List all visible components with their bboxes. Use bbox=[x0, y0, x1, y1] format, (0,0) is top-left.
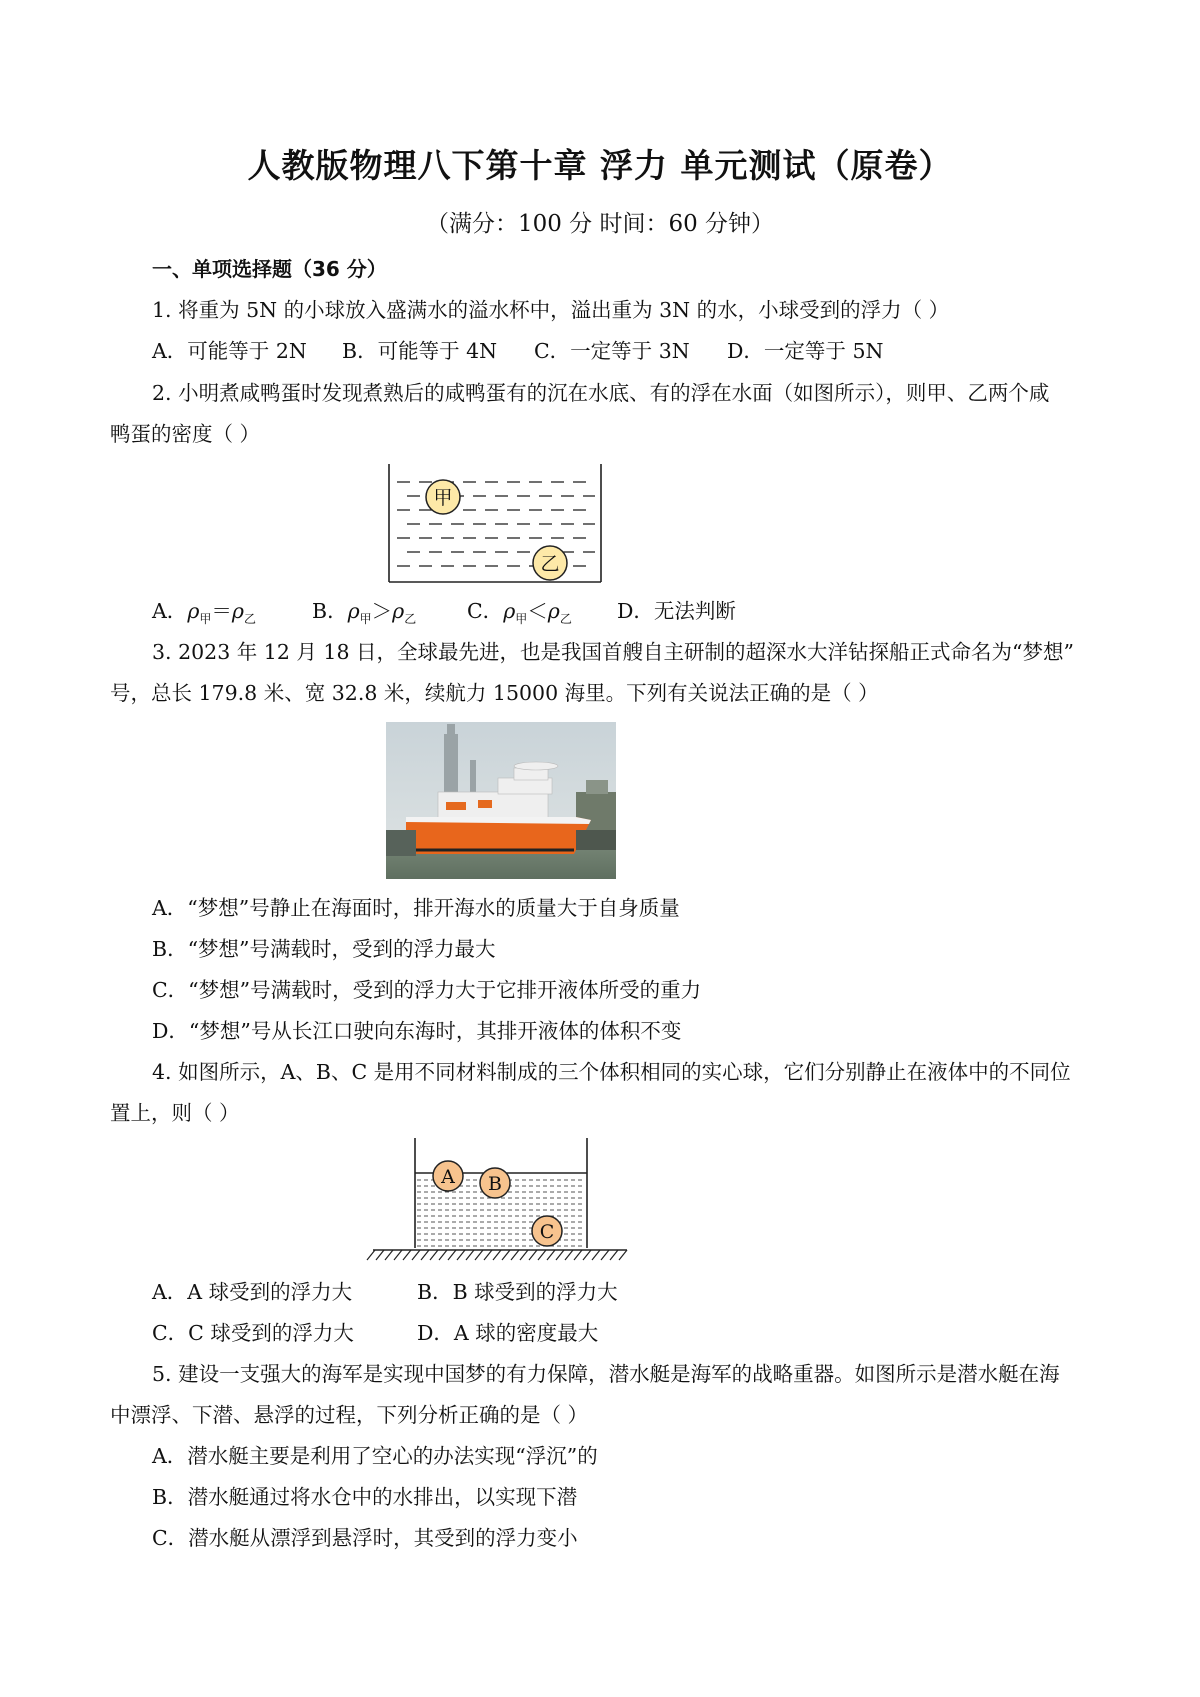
drilling-ship-photo bbox=[386, 722, 616, 879]
q1-stem: 1. 将重为 5N 的小球放入盛满水的溢水杯中，溢出重为 3N 的水，小球受到的浮力（ ） bbox=[152, 298, 950, 322]
page-title: 人教版物理八下第十章 浮力 单元测试（原卷） bbox=[247, 146, 953, 185]
q5-option-b[interactable]: B．潜水艇通过将水仓中的水排出，以实现下潜 bbox=[152, 1485, 578, 1509]
q3-option-a[interactable]: A．“梦想”号静止在海面时，排开海水的质量大于自身质量 bbox=[152, 896, 680, 920]
ball-label-c: C bbox=[539, 1221, 555, 1243]
egg-label-yi: 乙 bbox=[540, 553, 560, 575]
q4-stem-line1: 4. 如图所示，A、B、C 是用不同材料制成的三个体积相同的实心球，它们分别静止在液体中的不同位 bbox=[152, 1060, 1071, 1084]
ball-b bbox=[480, 1168, 510, 1198]
ground-hatch bbox=[376, 1250, 384, 1260]
q2-option-a[interactable]: A．$\rho_甲=\rho_乙$ bbox=[152, 599, 256, 627]
three-balls-figure bbox=[365, 1136, 635, 1264]
section-heading: 一、单项选择题（36 分） bbox=[152, 257, 387, 281]
ball-a bbox=[433, 1161, 463, 1191]
ground-hatch bbox=[538, 1250, 546, 1260]
ground-hatch bbox=[601, 1250, 609, 1260]
ground-hatch bbox=[502, 1250, 510, 1260]
q2-option-b[interactable]: B．$\rho_甲>\rho_乙$ bbox=[312, 599, 417, 627]
q1-option-b[interactable]: B．可能等于 4N bbox=[342, 339, 498, 363]
q3-option-b[interactable]: B．“梦想”号满载时，受到的浮力最大 bbox=[152, 937, 496, 961]
egg-label-jia: 甲 bbox=[433, 487, 453, 509]
ground-hatch bbox=[484, 1250, 492, 1260]
q4-option-d[interactable]: D．A 球的密度最大 bbox=[417, 1321, 599, 1345]
q4-option-a[interactable]: A．A 球受到的浮力大 bbox=[152, 1280, 353, 1304]
ground-hatch bbox=[421, 1250, 429, 1260]
q5-option-c[interactable]: C．潜水艇从漂浮到悬浮时，其受到的浮力变小 bbox=[152, 1526, 578, 1550]
q2-option-d[interactable]: D．无法判断 bbox=[617, 599, 736, 623]
ground-hatch bbox=[520, 1250, 528, 1260]
q4-stem-line2: 置上，则（ ） bbox=[110, 1101, 240, 1125]
q3-stem-line2: 号，总长 179.8 米、宽 32.8 米，续航力 15000 海里。下列有关说法正确的是（ ） bbox=[110, 681, 879, 705]
q4-option-c[interactable]: C．C 球受到的浮力大 bbox=[152, 1321, 354, 1345]
ground-hatch bbox=[556, 1250, 564, 1260]
q3-stem-line1: 3. 2023 年 12 月 18 日，全球最先进，也是我国首艘自主研制的超深水大洋钻探船正式命名为“梦想” bbox=[152, 640, 1074, 664]
q2-stem-line2: 鸭蛋的密度（ ） bbox=[110, 422, 261, 446]
ground-hatch bbox=[592, 1250, 600, 1260]
q2-stem-line1: 2. 小明煮咸鸭蛋时发现煮熟后的咸鸭蛋有的沉在水底、有的浮在水面（如图所示），则甲、乙两个咸 bbox=[152, 381, 1050, 405]
ground-hatch bbox=[493, 1250, 501, 1260]
ground-hatch bbox=[412, 1250, 420, 1260]
ground-hatch bbox=[547, 1250, 555, 1260]
duck-egg-figure bbox=[385, 462, 605, 586]
ground-hatch bbox=[466, 1250, 474, 1260]
ground-hatch bbox=[430, 1250, 438, 1260]
exam-info: （满分：100 分 时间：60 分钟） bbox=[425, 211, 775, 237]
ground-hatch bbox=[367, 1250, 375, 1260]
ground-hatch bbox=[403, 1250, 411, 1260]
q2-option-c[interactable]: C．$\rho_甲<\rho_乙$ bbox=[467, 599, 572, 627]
q4-option-b[interactable]: B．B 球受到的浮力大 bbox=[417, 1280, 618, 1304]
ground-hatch bbox=[475, 1250, 483, 1260]
ball-label-a: A bbox=[441, 1166, 455, 1188]
ground-hatch bbox=[385, 1250, 393, 1260]
ground-hatch bbox=[529, 1250, 537, 1260]
q5-stem-line2: 中漂浮、下潜、悬浮的过程，下列分析正确的是（ ） bbox=[110, 1403, 589, 1427]
ground-hatch bbox=[574, 1250, 582, 1260]
ground-hatch bbox=[583, 1250, 591, 1260]
ground-hatch bbox=[439, 1250, 447, 1260]
q1-option-d[interactable]: D．一定等于 5N bbox=[727, 339, 884, 363]
ground-hatch bbox=[448, 1250, 456, 1260]
egg-jia bbox=[426, 480, 460, 514]
ball-label-b: B bbox=[488, 1173, 502, 1195]
ball-c bbox=[532, 1216, 562, 1246]
q3-option-c[interactable]: C．“梦想”号满载时，受到的浮力大于它排开液体所受的重力 bbox=[152, 978, 702, 1002]
ground-hatch bbox=[565, 1250, 573, 1260]
ground-hatch bbox=[457, 1250, 465, 1260]
ground-hatch bbox=[511, 1250, 519, 1260]
q1-option-c[interactable]: C．一定等于 3N bbox=[534, 339, 690, 363]
q5-stem-line1: 5. 建设一支强大的海军是实现中国梦的有力保障，潜水艇是海军的战略重器。如图所示是潜水艇在海 bbox=[152, 1362, 1060, 1386]
q5-option-a[interactable]: A．潜水艇主要是利用了空心的办法实现“浮沉”的 bbox=[152, 1444, 598, 1468]
ground-hatch bbox=[619, 1250, 627, 1260]
egg-yi bbox=[533, 546, 567, 580]
ground-hatch bbox=[610, 1250, 618, 1260]
q1-option-a[interactable]: A．可能等于 2N bbox=[152, 339, 307, 363]
ground-hatch bbox=[394, 1250, 402, 1260]
q3-option-d[interactable]: D．“梦想”号从长江口驶向东海时，其排开液体的体积不变 bbox=[152, 1019, 682, 1043]
